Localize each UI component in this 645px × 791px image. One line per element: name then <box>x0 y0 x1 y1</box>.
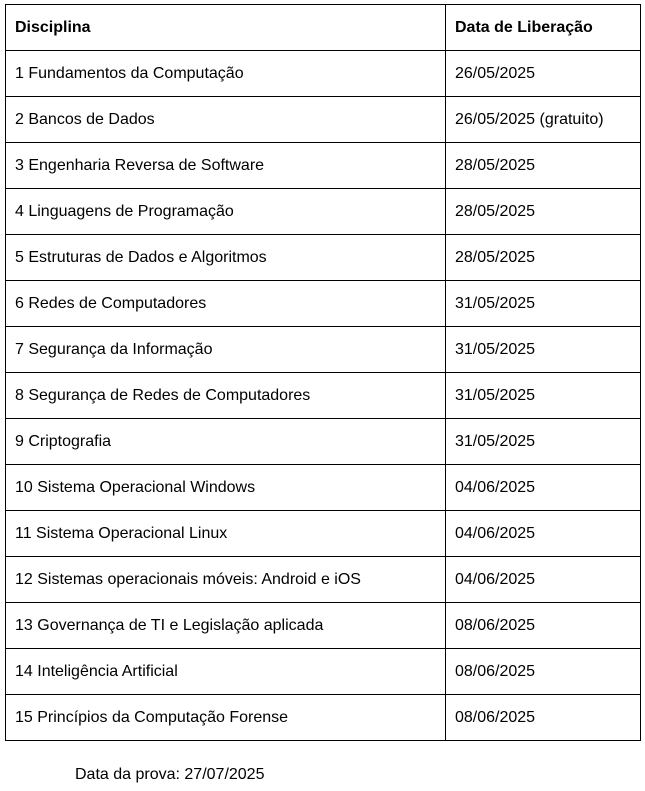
date-cell: 04/06/2025 <box>446 465 641 511</box>
date-cell: 08/06/2025 <box>446 649 641 695</box>
subject-cell: 1 Fundamentos da Computação <box>6 51 446 97</box>
subject-cell: 4 Linguagens de Programação <box>6 189 446 235</box>
date-cell: 26/05/2025 <box>446 51 641 97</box>
subject-cell: 11 Sistema Operacional Linux <box>6 511 446 557</box>
date-cell: 04/06/2025 <box>446 557 641 603</box>
subject-cell: 10 Sistema Operacional Windows <box>6 465 446 511</box>
subject-cell: 3 Engenharia Reversa de Software <box>6 143 446 189</box>
date-cell: 31/05/2025 <box>446 373 641 419</box>
table-row <box>6 373 641 419</box>
header-release-date: Data de Liberação <box>446 5 641 51</box>
table-row <box>6 51 641 97</box>
table-row <box>6 189 641 235</box>
table-header-row <box>6 5 641 51</box>
table-row <box>6 327 641 373</box>
table-row <box>6 511 641 557</box>
table-row <box>6 649 641 695</box>
subject-cell: 6 Redes de Computadores <box>6 281 446 327</box>
table-row <box>6 97 641 143</box>
table-row <box>6 465 641 511</box>
date-cell: 26/05/2025 (gratuito) <box>446 97 641 143</box>
date-cell: 28/05/2025 <box>446 189 641 235</box>
subject-cell: 15 Princípios da Computação Forense <box>6 695 446 741</box>
date-cell: 08/06/2025 <box>446 603 641 649</box>
date-cell: 31/05/2025 <box>446 327 641 373</box>
date-cell: 04/06/2025 <box>446 511 641 557</box>
subject-cell: 5 Estruturas de Dados e Algoritmos <box>6 235 446 281</box>
header-subject: Disciplina <box>6 5 446 51</box>
release-schedule-table <box>5 4 641 741</box>
date-cell: 08/06/2025 <box>446 695 641 741</box>
subject-cell: 8 Segurança de Redes de Computadores <box>6 373 446 419</box>
subject-cell: 12 Sistemas operacionais móveis: Android e iOS <box>6 557 446 603</box>
table-row <box>6 419 641 465</box>
subject-cell: 7 Segurança da Informação <box>6 327 446 373</box>
table-row <box>6 557 641 603</box>
table-row <box>6 603 641 649</box>
table-row <box>6 143 641 189</box>
subject-cell: 2 Bancos de Dados <box>6 97 446 143</box>
date-cell: 28/05/2025 <box>446 235 641 281</box>
subject-cell: 13 Governança de TI e Legislação aplicada <box>6 603 446 649</box>
exam-date-text: Data da prova: 27/07/2025 <box>75 766 265 783</box>
subject-cell: 9 Criptografia <box>6 419 446 465</box>
date-cell: 31/05/2025 <box>446 281 641 327</box>
table-row <box>6 281 641 327</box>
date-cell: 28/05/2025 <box>446 143 641 189</box>
table-row <box>6 695 641 741</box>
subject-cell: 14 Inteligência Artificial <box>6 649 446 695</box>
table-row <box>6 235 641 281</box>
date-cell: 31/05/2025 <box>446 419 641 465</box>
